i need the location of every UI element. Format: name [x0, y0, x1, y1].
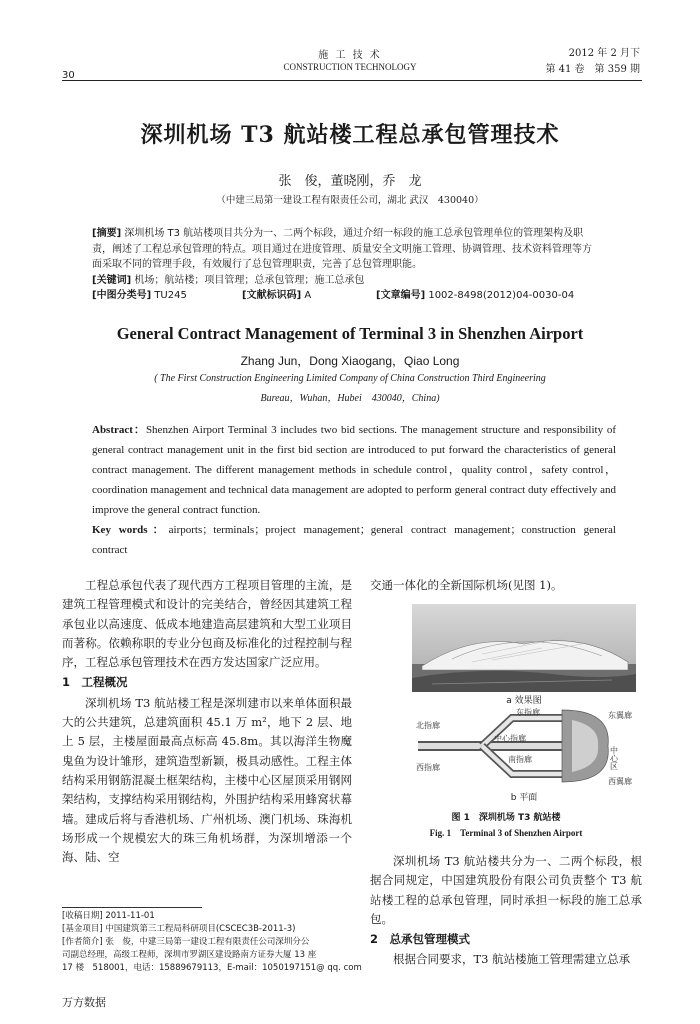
- affiliation-en-line2: Bureau，Wuhan，Hubei 430040，China): [260, 393, 440, 404]
- plan-label-center-finger: 中心指廊: [494, 734, 526, 743]
- right-paragraph-2: 深圳机场 T3 航站楼共分为一、二两个标段，根据合同规定，中国建筑股份有限公司负责整个 T3 航站楼工程的总承包管理，同时承担一标段的施工总承包。: [370, 854, 642, 926]
- plan-label-west-hall: 西翼廊: [608, 777, 632, 786]
- keywords-cn: [92, 273, 612, 289]
- affiliation-en-line1: ( The First Construction Engineering Limited Company of China Construction Third Engineering: [154, 373, 546, 384]
- abstract-en: [92, 420, 616, 560]
- figure-caption-en: Fig. 1 Terminal 3 of Shenzhen Airport: [429, 828, 583, 838]
- fig-intro-sentence: 交通一体化的全新国际机场(见图 1)。: [370, 578, 563, 592]
- section2-heading: 2 总承包管理模式: [370, 932, 471, 947]
- plan-label-east-hall: 东翼廊: [608, 711, 632, 720]
- clc: [92, 288, 187, 304]
- article-no: [376, 288, 574, 304]
- plan-label-north-finger: 北指廊: [416, 721, 440, 730]
- plan-label-east-finger: 东指廊: [516, 708, 540, 717]
- clc-value: TU245: [154, 290, 187, 301]
- footnote-rule: [62, 907, 202, 908]
- plan-label-south-finger: 南指廊: [508, 755, 532, 764]
- keywords-cn-text: 机场；航站楼；项目管理；总承包管理；施工总承包: [134, 274, 365, 286]
- plan-label-center-zone: 中心区: [609, 746, 619, 770]
- header-rule: [62, 80, 642, 81]
- authors-en: Zhang Jun，Dong Xiaogang，Qiao Long: [240, 354, 460, 368]
- figure-rendering: [412, 604, 636, 692]
- article-no-label: [文章编号]: [376, 290, 426, 301]
- abstract-cn-text-2: 责，阐述了工程总承包管理的特点。项目通过在进度管理、质量安全文明施工管理、协调管理、技术资料管理等方: [92, 243, 592, 255]
- footnote-author-3: 17 楼 518001，电话：15889679113，E-mail：1050197151@ qq. com: [62, 963, 362, 973]
- watermark-text: 万方数据: [62, 996, 106, 1009]
- footnote-author-2: 司副总经理，高级工程师，深圳市罗湖区建设路南方证券大厦 13 座: [62, 950, 317, 960]
- abstract-cn-line: [92, 226, 612, 242]
- fig-a-caption: a 效果图: [506, 696, 542, 706]
- abstract-cn-label: [摘要]: [92, 228, 122, 239]
- authors-cn: 张 俊，董晓刚，乔 龙: [278, 174, 422, 189]
- classification-row: [92, 288, 612, 304]
- abstract-cn-text-1: 深圳机场 T3 航站楼项目共分为一、二两个标段，通过介绍一标段的施工总承包管理单位的管理架构及职: [124, 228, 584, 239]
- section1-paragraph: 深圳机场 T3 航站楼工程是深圳建市以来单体面积最大的公共建筑，总建筑面积 45.1 万 m²，地下 2 层、地上 5 层，主楼屋面最高点标高 45.8m。其以海洋生物魔鬼鱼为设计雏形，建筑造型新颖，极具动感性。工程主体结构采用钢筋混凝土框架结构，主楼中心区屋顶采用钢网架结构，支撑结构采用钢结构，外围护结构采用蜂窝状幕墙。建成后将与香港机场、广州机场、澳门机场、珠海机场形成一个规模宏大的珠三角机场群，为深圳增添一个海、陆、空: [62, 695, 352, 865]
- doc-code-label: [文献标识码]: [242, 290, 302, 301]
- body-left-column: [62, 576, 352, 867]
- intro-paragraph: 工程总承包代表了现代西方工程项目管理的主流，是建筑工程管理模式和设计的完美结合，曾经因其建筑工程承包业以高速度、低成本地建造高层建筑和大型工业项目而著称。依赖称职的专业分包商及标准化的过程控制与程序，工程总承包管理技术在西方发达国家广泛应用。: [62, 578, 352, 670]
- keywords-cn-label: [关键词]: [92, 274, 132, 286]
- footnote-author-1: [作者简介] 张 俊，中建三局第一建设工程有限责任公司深圳分公: [62, 937, 310, 947]
- keywords-en-label: Key words：: [92, 524, 169, 536]
- fig-b-caption: b 平面: [510, 793, 538, 803]
- article-title-cn: 深圳机场 T3 航站楼工程总承包管理技术: [140, 122, 560, 148]
- abstract-cn-text-3: 面采取不同的管理手段，有效履行了总包管理职责，完善了总包管理职能。: [92, 259, 422, 270]
- figure-caption-cn: 图 1 深圳机场 T3 航站楼: [451, 813, 561, 823]
- footnotes: [62, 910, 362, 975]
- footnote-fund: [基金项目] 中国建筑第三工程局科研项目(CSCEC3B-2011-3): [62, 924, 296, 934]
- abstract-en-label: Abstract：: [92, 424, 146, 436]
- body-right-column: [370, 852, 642, 970]
- article-no-value: 1002-8498(2012)04-0030-04: [428, 290, 575, 301]
- affiliation-cn: （中建三局第一建设工程有限责任公司，湖北 武汉 430040）: [216, 195, 484, 206]
- airport-rendering-image: [412, 604, 636, 692]
- journal-name-cn: 施 工 技 术: [318, 50, 382, 61]
- abstract-cn: [92, 226, 612, 304]
- plan-label-west-finger: 西指廊: [416, 763, 440, 772]
- issue-date: 2012 年 2 月下: [568, 48, 640, 59]
- footnote-received: [收稿日期] 2011-11-01: [62, 911, 155, 921]
- section1-heading: 1 工程概况: [62, 675, 128, 690]
- article-title-en: General Contract Management of Terminal 3 in Shenzhen Airport: [116, 324, 584, 343]
- terminal-plan-diagram: [412, 706, 636, 786]
- page-number: 30: [62, 70, 75, 81]
- clc-label: [中图分类号]: [92, 290, 152, 301]
- keywords-en-text: airports；terminals；project management；general contract management；construction general contract: [92, 524, 616, 556]
- abstract-en-text: Shenzhen Airport Terminal 3 includes two bid sections. The management structure and responsibility of general contract management unit in the first bid section are introduced to put forward the characteristics of general contract management. The different management methods in schedule control，quality control，safety control，coordination management and technical data management are adopted to perform general contract duty effectively and improve the general contract function.: [92, 424, 616, 516]
- issue-volume: 第 41 卷 第 359 期: [545, 64, 640, 75]
- doc-code-value: A: [304, 290, 312, 301]
- journal-name-en: CONSTRUCTION TECHNOLOGY: [283, 62, 417, 72]
- figure-plan: [412, 706, 636, 786]
- section2-paragraph: 根据合同要求，T3 航站楼施工管理需建立总承: [393, 952, 631, 967]
- doc-code: [242, 288, 311, 304]
